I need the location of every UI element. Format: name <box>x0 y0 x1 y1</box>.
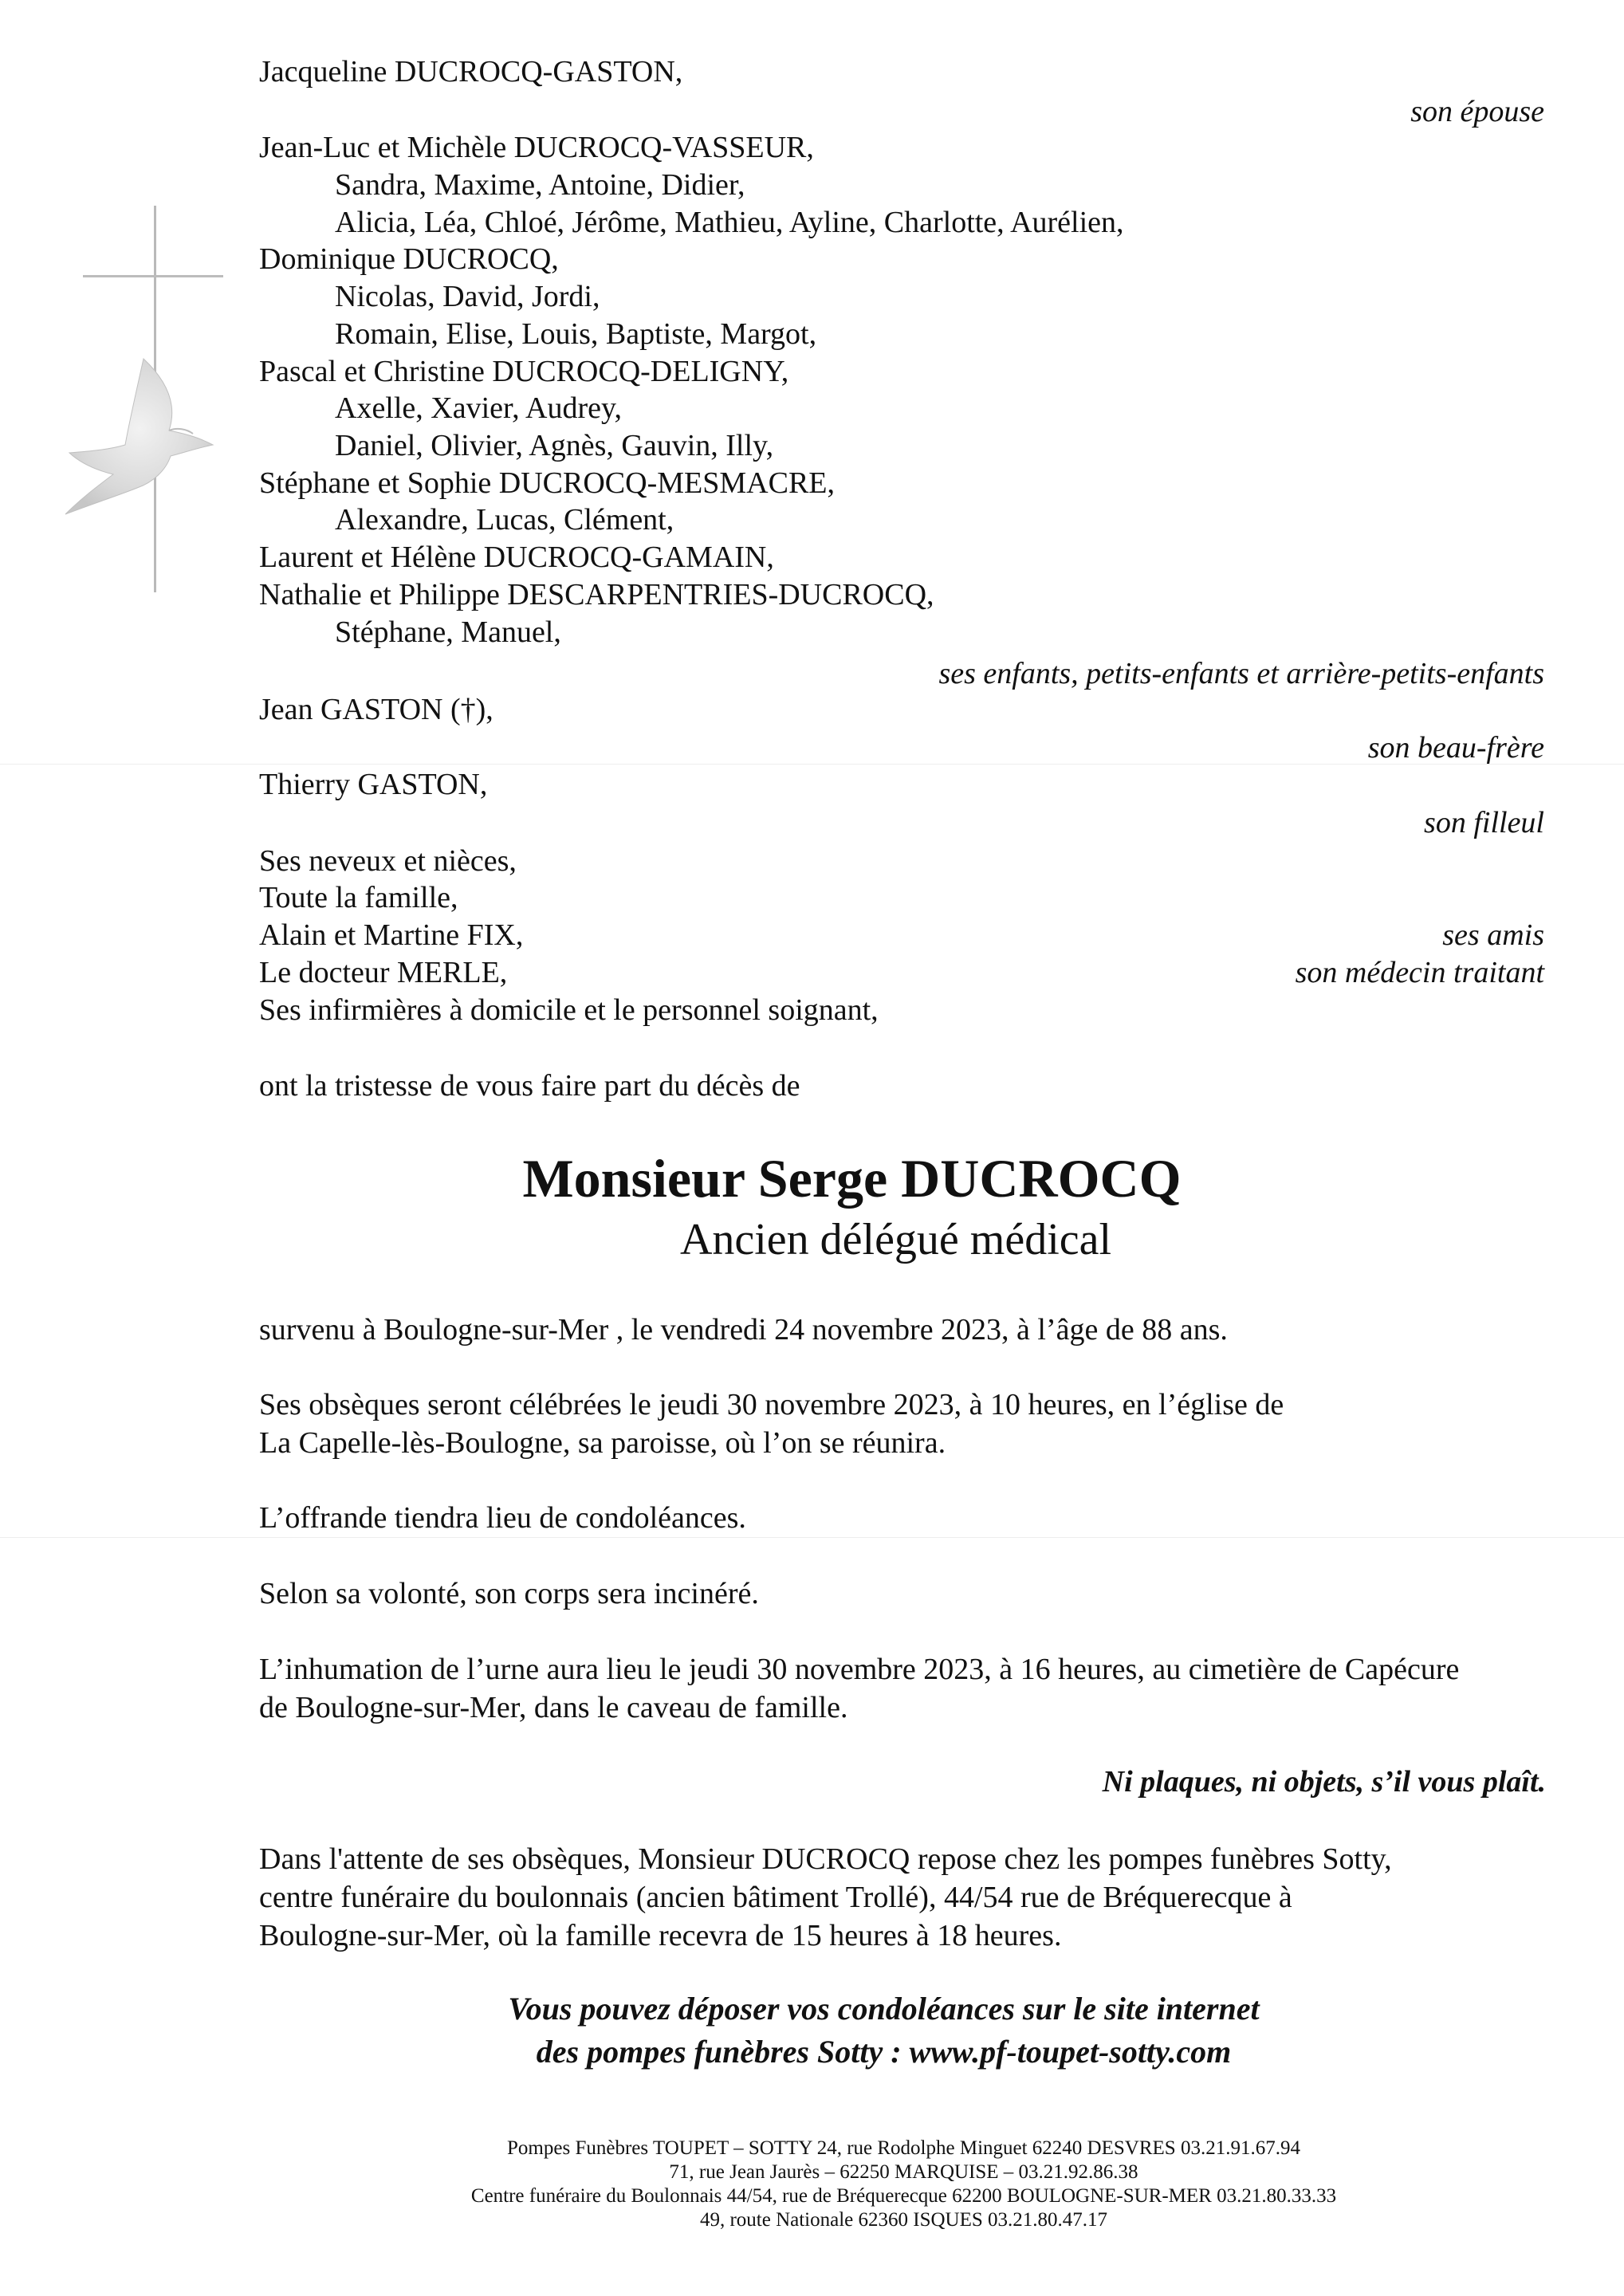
cremation-paragraph <box>259 1575 1535 1613</box>
family-line: Alicia, Léa, Chloé, Jérôme, Mathieu, Ayline, Charlotte, Aurélien, <box>335 206 1124 239</box>
family-line: Alain et Martine FIX, <box>259 918 524 952</box>
family-line: Dominique DUCROCQ, <box>259 242 559 276</box>
family-line: Axelle, Xavier, Audrey, <box>335 391 623 425</box>
family-line: Stéphane, Manuel, <box>335 615 561 649</box>
text-line: Dans l'attente de ses obsèques, Monsieur DUCROCQ repose chez les pompes funèbres Sotty, <box>259 1842 1392 1876</box>
text-line: Vous pouvez déposer vos condoléances sur le site internet <box>508 1991 1260 2027</box>
relation-label: ses enfants, petits-enfants et arrière-petits-enfants <box>938 657 1544 690</box>
family-line: Sandra, Maxime, Antoine, Didier, <box>335 168 745 202</box>
condolences-notice <box>0 1987 1624 2074</box>
family-line: Ses neveux et nièces, <box>259 844 517 878</box>
family-line: Thierry GASTON, <box>259 768 488 801</box>
text-line: des pompes funèbres Sotty : www.pf-toupet-sotty.com <box>536 2034 1232 2070</box>
family-line: Laurent et Hélène DUCROCQ-GAMAIN, <box>259 541 774 574</box>
viewing-paragraph <box>259 1840 1535 1955</box>
scan-line <box>0 1537 1624 1538</box>
deceased-name: Monsieur Serge DUCROCQ <box>522 1148 1182 1209</box>
family-line: Jean GASTON (†), <box>259 693 493 726</box>
family-line: Alexandre, Lucas, Clément, <box>335 503 674 537</box>
text-line: de Boulogne-sur-Mer, dans le caveau de famille. <box>259 1691 848 1724</box>
text-line: survenu à Boulogne-sur-Mer , le vendredi 24 novembre 2023, à l’âge de 88 ans. <box>259 1313 1228 1347</box>
family-line: Stéphane et Sophie DUCROCQ-MESMACRE, <box>259 466 835 500</box>
text-line: L’inhumation de l’urne aura lieu le jeudi 30 novembre 2023, à 16 heures, au cimetière de Capécure <box>259 1653 1460 1686</box>
funeral-home-footer <box>0 2137 1624 2232</box>
announcement-text: ont la tristesse de vous faire part du décès de <box>259 1069 800 1103</box>
death-notice-paragraph <box>259 1311 1535 1349</box>
no-plaques-notice: Ni plaques, ni objets, s’il vous plaît. <box>1102 1765 1546 1799</box>
family-line: Nicolas, David, Jordi, <box>335 280 600 313</box>
relation-label: son filleul <box>1424 806 1544 839</box>
text-line: centre funéraire du boulonnais (ancien bâtiment Trollé), 44/54 rue de Bréquerecque à <box>259 1881 1292 1914</box>
text-line: La Capelle-lès-Boulogne, sa paroisse, où l’on se réunira. <box>259 1426 946 1460</box>
relation-label: son beau-frère <box>1367 731 1544 765</box>
relation-label: son médecin traitant <box>1295 956 1544 989</box>
funeral-paragraph <box>259 1386 1535 1462</box>
family-line: Toute la famille, <box>259 881 458 914</box>
footer-line: Pompes Funèbres TOUPET – SOTTY 24, rue Rodolphe Minguet 62240 DESVRES 03.21.91.67.94 <box>507 2137 1300 2159</box>
footer-line: 71, rue Jean Jaurès – 62250 MARQUISE – 03.21.92.86.38 <box>669 2161 1138 2183</box>
family-line: Romain, Elise, Louis, Baptiste, Margot, <box>335 317 817 351</box>
family-line: Nathalie et Philippe DESCARPENTRIES-DUCROCQ, <box>259 578 934 611</box>
text-line: Boulogne-sur-Mer, où la famille recevra de 15 heures à 18 heures. <box>259 1919 1062 1952</box>
cross-horizontal-bar <box>83 275 223 277</box>
footer-line: Centre funéraire du Boulonnais 44/54, rue de Bréquerecque 62200 BOULOGNE-SUR-MER 03.21.80.33.33 <box>470 2185 1337 2207</box>
family-line: Ses infirmières à domicile et le personnel soignant, <box>259 993 879 1027</box>
text-line: L’offrande tiendra lieu de condoléances. <box>259 1501 746 1535</box>
family-line: Pascal et Christine DUCROCQ-DELIGNY, <box>259 355 789 388</box>
text-line: Ses obsèques seront célébrées le jeudi 30 novembre 2023, à 10 heures, en l’église de <box>259 1388 1284 1421</box>
family-line: Daniel, Olivier, Agnès, Gauvin, Illy, <box>335 429 774 462</box>
offering-paragraph <box>259 1499 1535 1537</box>
family-line: Le docteur MERLE, <box>259 956 508 989</box>
dove-icon <box>49 351 225 518</box>
deceased-title: Ancien délégué médical <box>679 1215 1112 1264</box>
relation-label: ses amis <box>1442 918 1544 952</box>
text-line: Selon sa volonté, son corps sera incinéré. <box>259 1577 759 1610</box>
family-line: Jean-Luc et Michèle DUCROCQ-VASSEUR, <box>259 131 814 164</box>
inhumation-paragraph <box>259 1650 1535 1727</box>
family-line: Jacqueline DUCROCQ-GASTON, <box>259 55 683 88</box>
footer-line: 49, route Nationale 62360 ISQUES 03.21.80.47.17 <box>699 2209 1108 2231</box>
relation-label: son épouse <box>1410 95 1544 128</box>
